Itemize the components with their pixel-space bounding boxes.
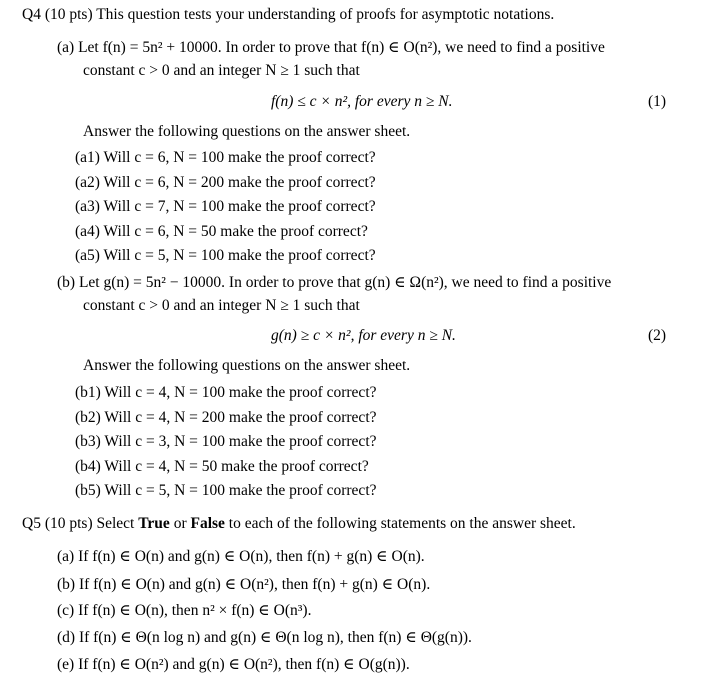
q4a-intro-line1: (a) Let f(n) = 5n² + 10000. In order to prove that f(n) ∈ O(n²), we need to find a positive — [57, 39, 605, 56]
q4a-intro-line2: constant c > 0 and an integer N ≥ 1 such that — [83, 62, 360, 79]
q5-header-or: or — [169, 515, 191, 532]
q5-item: (b) If f(n) ∈ O(n) and g(n) ∈ O(n²), then f(n) + g(n) ∈ O(n). — [57, 576, 431, 593]
q4a-item: (a1) Will c = 6, N = 100 make the proof correct? — [75, 149, 376, 166]
q4b-item: (b3) Will c = 3, N = 100 make the proof correct? — [75, 433, 377, 450]
q4a-equation-number: (1) — [648, 93, 667, 110]
q4b-item: (b1) Will c = 4, N = 100 make the proof correct? — [75, 384, 377, 401]
q5-item: (e) If f(n) ∈ O(n²) and g(n) ∈ O(n²), then f(n) ∈ O(g(n)). — [57, 656, 410, 673]
q5-header — [22, 515, 576, 533]
q5-header-prefix: Q5 (10 pts) Select — [22, 515, 139, 532]
q4-header: Q4 (10 pts) This question tests your understanding of proofs for asymptotic notations. — [22, 6, 555, 23]
q5-header-false: False — [190, 515, 225, 532]
q4b-item: (b2) Will c = 4, N = 200 make the proof correct? — [75, 409, 377, 426]
q4b-equation-number: (2) — [648, 327, 667, 344]
q4a-instruction: Answer the following questions on the answer sheet. — [83, 123, 411, 140]
q4b-item: (b5) Will c = 5, N = 100 make the proof correct? — [75, 482, 377, 499]
q4b-intro-line2: constant c > 0 and an integer N ≥ 1 such that — [83, 297, 360, 314]
q4a-item: (a3) Will c = 7, N = 100 make the proof correct? — [75, 198, 376, 215]
q5-header-suffix: to each of the following statements on the answer sheet. — [224, 515, 576, 532]
q5-header-true: True — [138, 515, 170, 532]
q5-item: (a) If f(n) ∈ O(n) and g(n) ∈ O(n), then f(n) + g(n) ∈ O(n). — [57, 548, 425, 565]
q4a-item: (a2) Will c = 6, N = 200 make the proof correct? — [75, 174, 376, 191]
q4a-item: (a5) Will c = 5, N = 100 make the proof correct? — [75, 247, 376, 264]
q4b-intro-line1: (b) Let g(n) = 5n² − 10000. In order to prove that g(n) ∈ Ω(n²), we need to find a positive — [57, 274, 612, 291]
q4b-instruction: Answer the following questions on the answer sheet. — [83, 357, 411, 374]
q4b-equation: g(n) ≥ c × n², for every n ≥ N. — [271, 327, 456, 344]
q4a-item: (a4) Will c = 6, N = 50 make the proof correct? — [75, 223, 368, 240]
q5-item: (c) If f(n) ∈ O(n), then n² × f(n) ∈ O(n³). — [57, 602, 312, 619]
q5-item: (d) If f(n) ∈ Θ(n log n) and g(n) ∈ Θ(n log n), then f(n) ∈ Θ(g(n)). — [57, 629, 472, 646]
q4b-item: (b4) Will c = 4, N = 50 make the proof correct? — [75, 458, 369, 475]
q4a-equation: f(n) ≤ c × n², for every n ≥ N. — [271, 93, 453, 110]
